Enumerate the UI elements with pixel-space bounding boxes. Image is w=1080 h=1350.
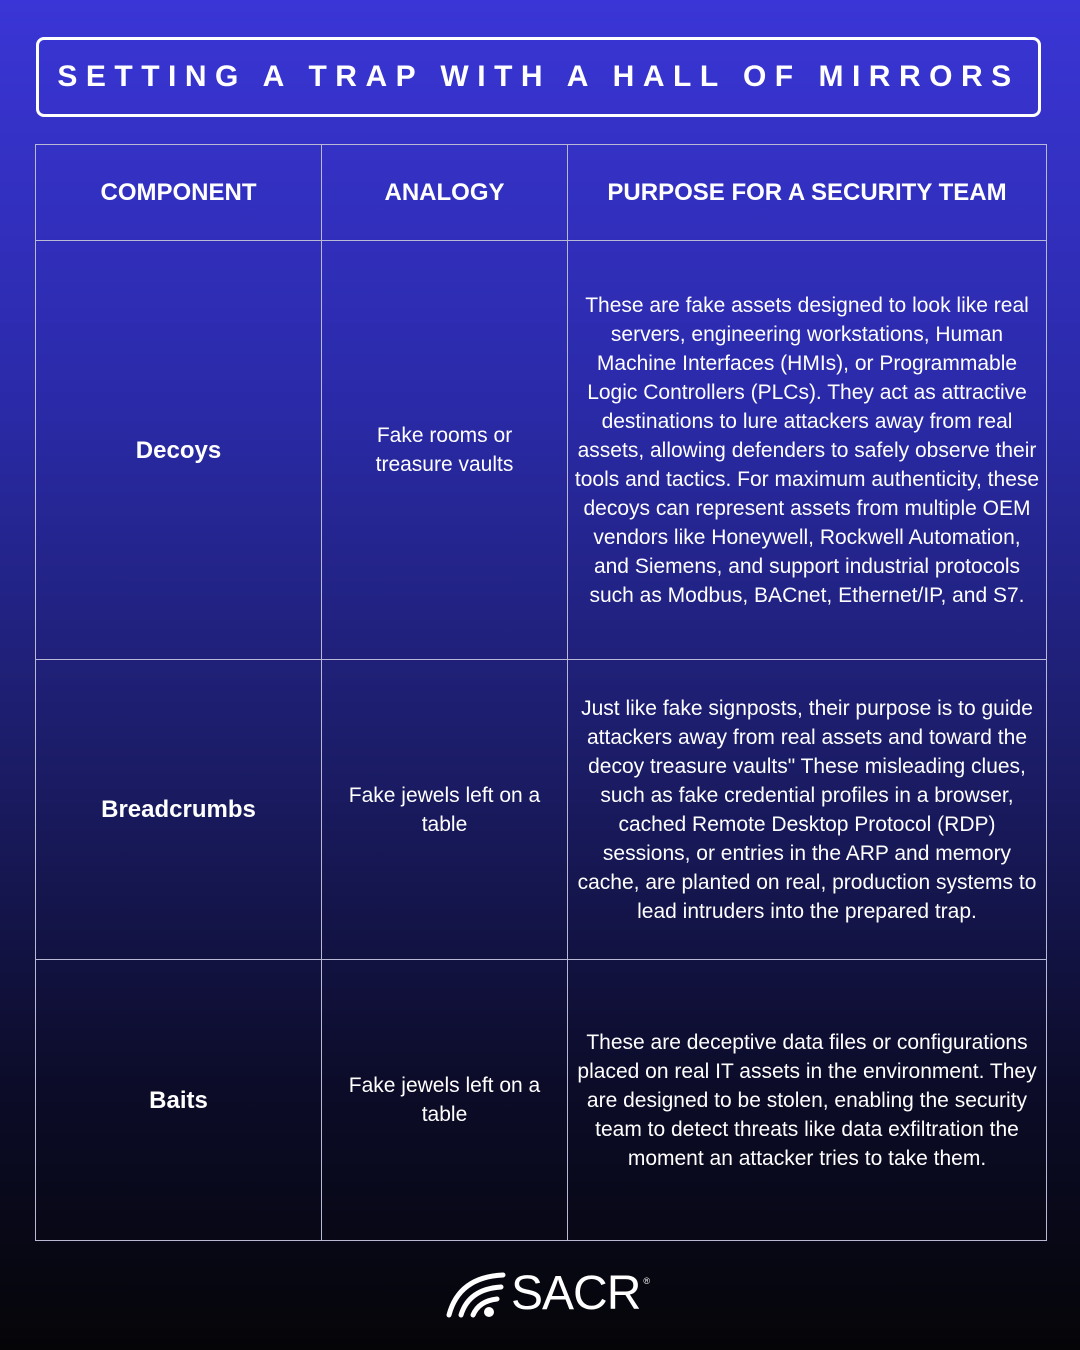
analogy-cell: Fake jewels left on a table xyxy=(322,960,568,1241)
purpose-cell: Just like fake signposts, their purpose is to guide attackers away from real assets and toward the decoy treasure vaults" These misleading clues, such as fake credential profiles in a browser, cached Remote Desktop Protocol (RDP) sessions, or entries in the ARP and memory cache, are planted on real, production systems to lead intruders into the prepared trap. xyxy=(568,660,1047,960)
header-purpose: PURPOSE FOR A SECURITY TEAM xyxy=(568,145,1047,241)
table-header-row xyxy=(36,145,1047,241)
analogy-cell: Fake rooms or treasure vaults xyxy=(322,241,568,660)
registered-mark: ® xyxy=(643,1276,650,1286)
table-row xyxy=(36,241,1047,660)
component-cell: Baits xyxy=(36,960,322,1241)
component-cell: Breadcrumbs xyxy=(36,660,322,960)
component-cell: Decoys xyxy=(36,241,322,660)
header-component: COMPONENT xyxy=(36,145,322,241)
logo-text: SACR xyxy=(511,1267,641,1320)
title-box xyxy=(36,37,1041,117)
purpose-cell: These are fake assets designed to look like real servers, engineering workstations, Human Machine Interfaces (HMIs), or Programmable Logic Controllers (PLCs). They act as attractive destinations to lure attackers away from real assets, allowing defenders to safely observe their tools and tactics. For maximum authenticity, these decoys can represent assets from multiple OEM vendors like Honeywell, Rockwell Automation, and Siemens, and support industrial protocols such as Modbus, BACnet, Ethernet/IP, and S7. xyxy=(568,241,1047,660)
analogy-cell: Fake jewels left on a table xyxy=(322,660,568,960)
purpose-cell: These are deceptive data files or configurations placed on real IT assets in the environment. They are designed to be stolen, enabling the security team to detect threats like data exfiltration the moment an attacker tries to take them. xyxy=(568,960,1047,1241)
sacr-logo xyxy=(445,1266,650,1321)
page-title: SETTING A TRAP WITH A HALL OF MIRRORS xyxy=(57,60,1020,93)
table-row xyxy=(36,660,1047,960)
header-analogy: ANALOGY xyxy=(322,145,568,241)
table-row xyxy=(36,960,1047,1241)
components-table xyxy=(35,144,1047,1241)
wifi-signal-icon xyxy=(445,1269,507,1319)
